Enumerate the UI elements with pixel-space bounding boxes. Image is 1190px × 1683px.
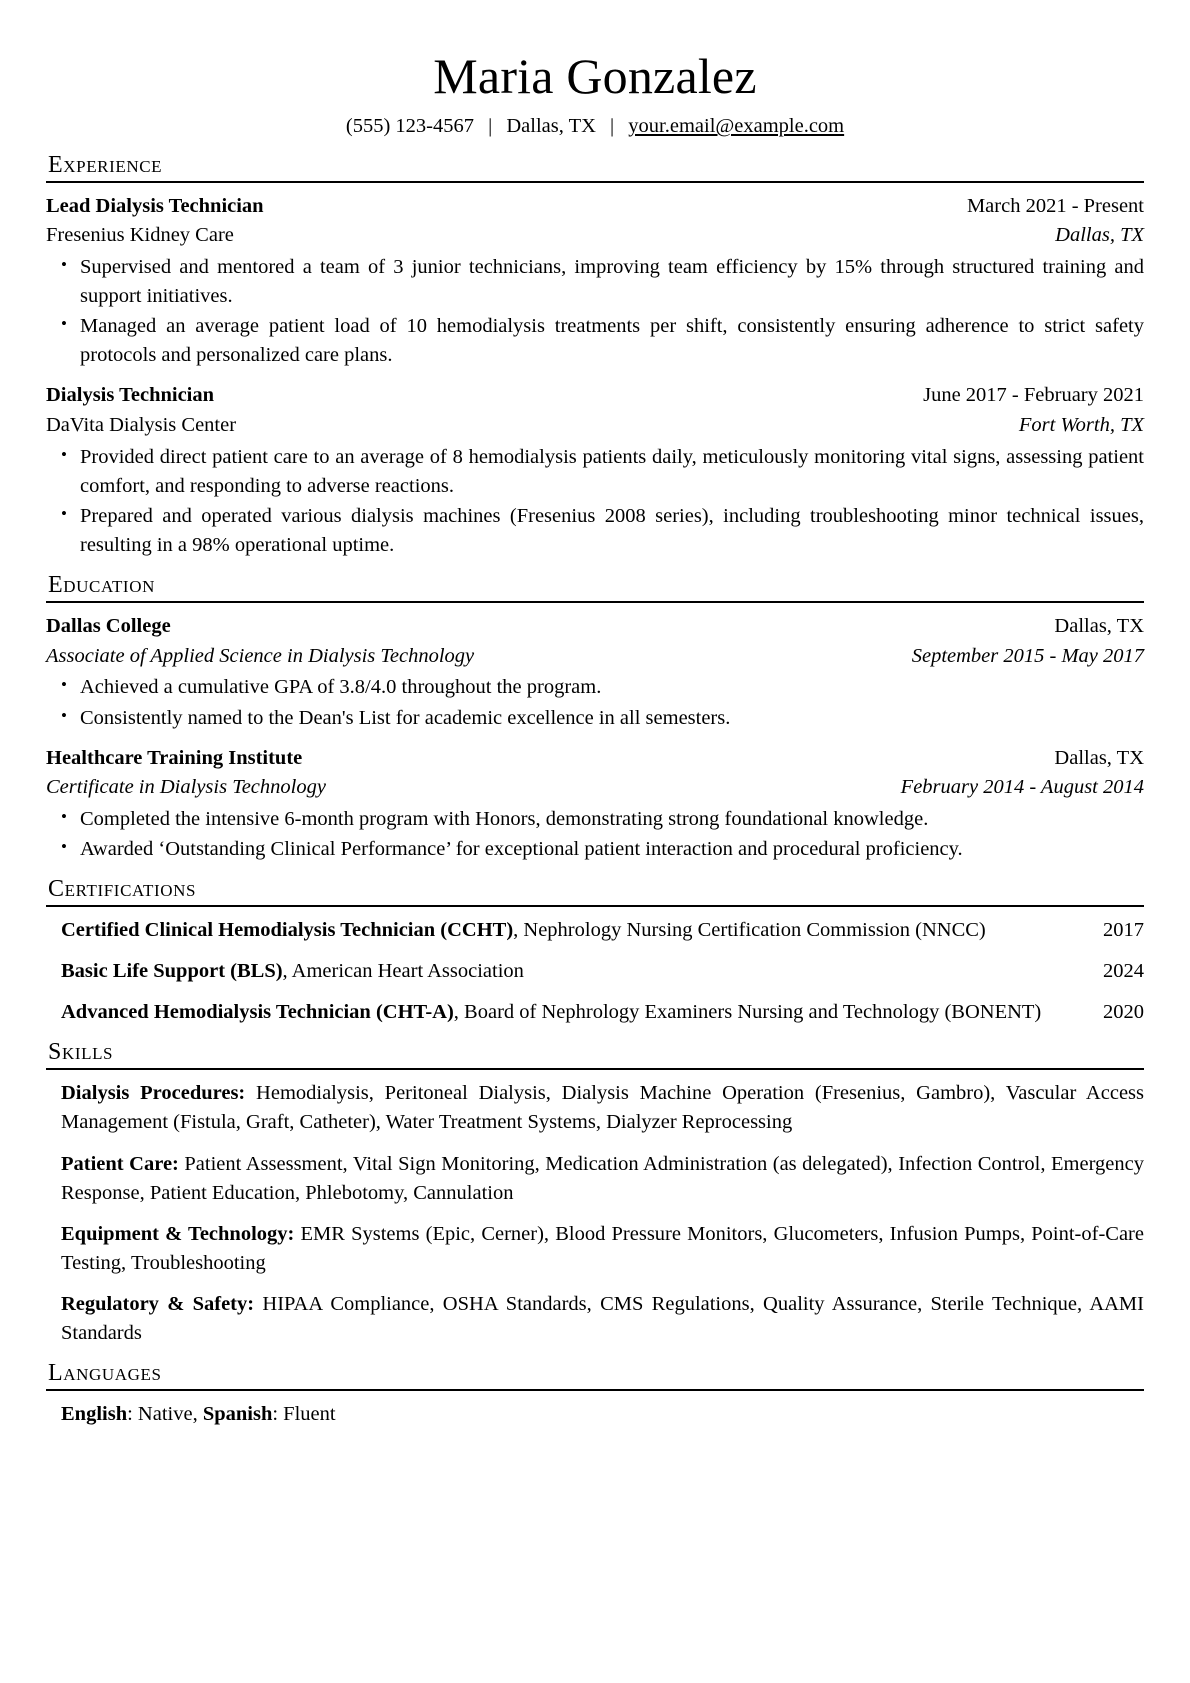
certification-item — [46, 916, 1144, 945]
section-rule-certifications — [46, 905, 1144, 907]
school-name: Dallas College — [46, 615, 171, 638]
entry-header-row — [46, 192, 1144, 221]
entry-subheader-row — [46, 411, 1144, 440]
experience-entry — [46, 192, 1144, 371]
languages-line — [46, 1400, 1144, 1429]
section-rule-experience — [46, 181, 1144, 183]
skill-list: Patient Assessment, Vital Sign Monitoring, Medication Administration (as delegated), Infection Control, Emergency Response, Patient Education, Phlebotomy, Cannulation — [61, 1152, 1144, 1204]
entry-subheader-row — [46, 642, 1144, 671]
skill-list: Hemodialysis, Peritoneal Dialysis, Dialysis Machine Operation (Fresenius, Gambro), Vascular Access Management (Fistula, Graft, Catheter), Water Treatment Systems, Dialyzer Reprocessing — [61, 1082, 1144, 1134]
certification-year: 2020 — [1103, 1001, 1144, 1024]
skill-list: HIPAA Compliance, OSHA Standards, CMS Regulations, Quality Assurance, Sterile Technique, AAMI Standards — [61, 1292, 1144, 1345]
education-bullet: • Awarded ‘Outstanding Clinical Performance’ for exceptional patient interaction and procedural proficiency. — [46, 835, 1144, 864]
degree-dates: September 2015 - May 2017 — [911, 644, 1144, 667]
education-bullet-list — [46, 673, 1144, 732]
education-entry — [46, 744, 1144, 865]
degree-name: Certificate in Dialysis Technology — [46, 776, 326, 799]
entry-subheader-row — [46, 773, 1144, 802]
skill-category-label: Regulatory & Safety: — [61, 1292, 255, 1315]
section-title-languages: Languages — [48, 1360, 162, 1387]
resume-header — [46, 50, 1144, 140]
school-location: Dallas, TX — [1054, 746, 1144, 769]
section-rule-languages — [46, 1389, 1144, 1391]
candidate-name: Maria Gonzalez — [433, 48, 757, 104]
job-bullet: • Managed an average patient load of 10 hemodialysis treatments per shift, consistently ensuring adherence to strict safety protocols and personalized care plans. — [46, 312, 1144, 370]
language-name: English — [61, 1403, 128, 1426]
employer-name: Fresenius Kidney Care — [46, 224, 234, 247]
job-title: Dialysis Technician — [46, 384, 215, 407]
language-level: : Native, — [127, 1403, 203, 1426]
contact-email-link[interactable]: your.email@example.com — [628, 115, 845, 137]
entry-header-row — [46, 612, 1144, 641]
school-name: Healthcare Training Institute — [46, 746, 303, 769]
employer-name: DaVita Dialysis Center — [46, 414, 237, 437]
section-languages — [46, 1360, 1144, 1429]
certification-issuer: , American Heart Association — [282, 960, 524, 983]
job-bullet: • Prepared and operated various dialysis machines (Fresenius 2008 series), including troubleshooting minor technical issues, resulting in a 98% operational uptime. — [46, 502, 1144, 560]
certification-issuer: , Nephrology Nursing Certification Commission (NNCC) — [513, 919, 986, 942]
skill-category-label: Patient Care: — [61, 1152, 179, 1175]
skill-list: EMR Systems (Epic, Cerner), Blood Pressure Monitors, Glucometers, Infusion Pumps, Point-of-Care Testing, Troubleshooting — [61, 1222, 1144, 1274]
education-bullet: • Achieved a cumulative GPA of 3.8/4.0 throughout the program. — [46, 673, 1144, 702]
skill-group — [46, 1220, 1144, 1278]
education-entry — [46, 612, 1144, 733]
section-education — [46, 572, 1144, 864]
experience-entry — [46, 381, 1144, 560]
education-bullet: • Consistently named to the Dean's List for academic excellence in all semesters. — [46, 704, 1144, 733]
skill-category-label: Dialysis Procedures: — [61, 1082, 246, 1105]
education-bullet: • Completed the intensive 6-month program with Honors, demonstrating strong foundational knowledge. — [46, 805, 1144, 834]
section-skills — [46, 1039, 1144, 1348]
section-rule-education — [46, 601, 1144, 603]
section-experience — [46, 152, 1144, 561]
skill-group — [46, 1079, 1144, 1137]
contact-separator-2: | — [610, 115, 615, 137]
section-title-experience: Experience — [48, 151, 163, 178]
job-bullet-list — [46, 443, 1144, 560]
degree-name: Associate of Applied Science in Dialysis Technology — [46, 644, 475, 667]
skill-group — [46, 1290, 1144, 1348]
certification-name: Certified Clinical Hemodialysis Technician (CCHT) — [61, 919, 514, 942]
job-bullet: • Provided direct patient care to an average of 8 hemodialysis patients daily, meticulously monitoring vital signs, assessing patient comfort, and responding to adverse reactions. — [46, 443, 1144, 501]
certification-name: Advanced Hemodialysis Technician (CHT-A) — [61, 1001, 454, 1024]
job-location: Dallas, TX — [1055, 224, 1144, 247]
certification-item — [46, 957, 1144, 986]
contact-phone: (555) 123-4567 — [345, 115, 474, 137]
section-rule-skills — [46, 1068, 1144, 1070]
entry-header-row — [46, 744, 1144, 773]
section-title-certifications: Certifications — [48, 876, 197, 903]
job-title: Lead Dialysis Technician — [46, 194, 264, 217]
certification-name: Basic Life Support (BLS) — [61, 960, 283, 983]
skill-category-label: Equipment & Technology: — [61, 1222, 295, 1245]
education-bullet-list — [46, 805, 1144, 864]
certification-item — [46, 998, 1144, 1027]
certification-year: 2017 — [1103, 919, 1144, 942]
section-certifications — [46, 876, 1144, 1027]
language-name: Spanish — [202, 1403, 273, 1426]
language-level: : Fluent — [272, 1403, 336, 1426]
certification-year: 2024 — [1103, 960, 1144, 983]
section-title-skills: Skills — [48, 1039, 114, 1066]
job-bullet-list — [46, 253, 1144, 370]
job-dates: June 2017 - February 2021 — [923, 384, 1144, 407]
certification-issuer: , Board of Nephrology Examiners Nursing and Technology (BONENT) — [453, 1001, 1042, 1024]
contact-line — [46, 113, 1144, 140]
school-location: Dallas, TX — [1054, 615, 1144, 638]
section-title-education: Education — [48, 572, 155, 599]
entry-subheader-row — [46, 221, 1144, 250]
degree-dates: February 2014 - August 2014 — [900, 776, 1144, 799]
contact-separator-1: | — [488, 115, 493, 137]
entry-header-row — [46, 381, 1144, 410]
skill-group — [46, 1150, 1144, 1208]
job-dates: March 2021 - Present — [966, 194, 1144, 217]
job-bullet: • Supervised and mentored a team of 3 junior technicians, improving team efficiency by 15% through structured training and support initiatives. — [46, 253, 1144, 311]
contact-location: Dallas, TX — [506, 115, 596, 137]
job-location: Fort Worth, TX — [1018, 414, 1144, 437]
